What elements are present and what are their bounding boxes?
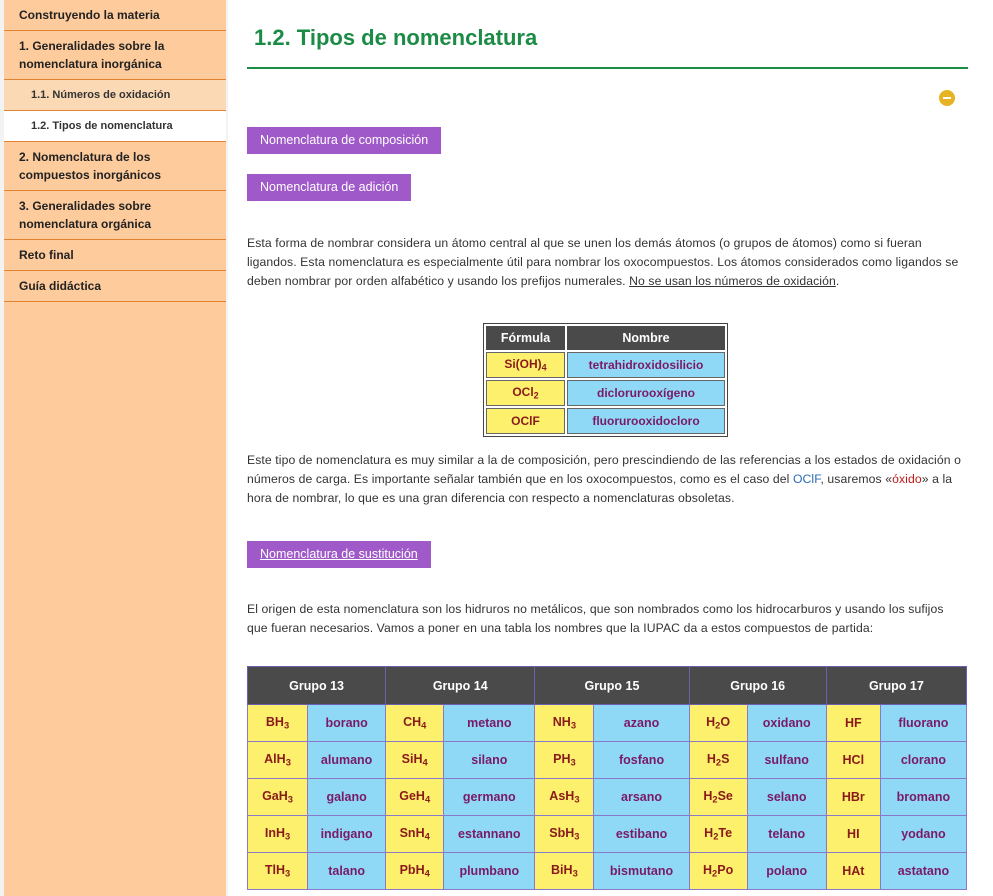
adicion-button[interactable]: Nomenclatura de adición (247, 174, 411, 201)
sustitucion-button[interactable]: Nomenclatura de sustitución (247, 541, 431, 568)
sidebar-item-numeros-oxidacion[interactable]: 1.1. Números de oxidación (4, 80, 226, 111)
name-cell: indigano (308, 816, 386, 853)
table-row (248, 705, 967, 742)
formula-cell: $CH_4$ (386, 705, 444, 742)
adicion-underlined: No se usan los números de oxidación (629, 274, 836, 288)
formula-cell: TlH$_3$ (248, 853, 308, 890)
sidebar-item-guia-didactica[interactable]: Guía didáctica (4, 271, 226, 302)
sustitucion-paragraph: El origen de esta nomenclatura son los hidruros no metálicos, que son nombrados como los hidrocarburos y usando los sufijos que fueran necesarios. Vamos a poner en una tabla los nombres que la IUPAC da a estos compuestos de partida: (247, 602, 944, 635)
sidebar-item-generalidades-organica[interactable]: 3. Generalidades sobre nomenclatura orgánica (4, 191, 226, 240)
name-cell: arsano (594, 779, 689, 816)
adicion-paragraph-2 (247, 451, 965, 508)
name-cell: estannano (444, 816, 535, 853)
formula-cell: $H_2Se$ (689, 779, 747, 816)
name-cell: astatano (880, 853, 966, 890)
formula-cell: PbH$_4$ (386, 853, 444, 890)
name-cell: yodano (880, 816, 966, 853)
table-row (248, 853, 967, 890)
name-cell: borano (308, 705, 386, 742)
formula-cell: $BH_3$ (248, 705, 308, 742)
name-cell: fosfano (594, 742, 689, 779)
group-header: Grupo 16 (689, 667, 826, 705)
formula-cell: $H_2Po$ (689, 853, 747, 890)
name-cell: fluorano (880, 705, 966, 742)
sidebar-item-tipos-nomenclatura[interactable]: 1.2. Tipos de nomenclatura (4, 111, 226, 142)
table-row (486, 408, 725, 434)
sidebar-item-generalidades-inorganica[interactable]: 1. Generalidades sobre la nomenclatura inorgánica (4, 31, 226, 80)
sidebar-item-compuestos-inorganicos[interactable]: 2. Nomenclatura de los compuestos inorgánicos (4, 142, 226, 191)
name-cell: plumbano (444, 853, 535, 890)
formula-cell: $H_2S$ (689, 742, 747, 779)
formula-cell: HF (826, 705, 880, 742)
name-cell: sulfano (747, 742, 826, 779)
sidebar-item-reto-final[interactable]: Reto final (4, 240, 226, 271)
name-cell: azano (594, 705, 689, 742)
name-cell: oxidano (747, 705, 826, 742)
name-cell: alumano (308, 742, 386, 779)
name-cell: galano (308, 779, 386, 816)
table-row (486, 352, 725, 378)
name-cell: diclorurooxígeno (567, 380, 725, 406)
name-cell: talano (308, 853, 386, 890)
formula-cell: HBr (826, 779, 880, 816)
p2-mid: , usaremos « (820, 472, 893, 486)
formula-cell: HAt (826, 853, 880, 890)
formula-cell: $PH_3$ (535, 742, 594, 779)
name-cell: telano (747, 816, 826, 853)
minus-circle-icon[interactable] (939, 90, 955, 106)
main-content (228, 0, 993, 896)
formula-cell: SnH$_4$ (386, 816, 444, 853)
group-header: Grupo 17 (826, 667, 966, 705)
adicion-text: Esta forma de nombrar considera un átomo central al que se unen los demás átomos (o grupos de átomos) como si fueran ligandos. Esta nomenclatura es especialmente útil para nombrar los oxocompuestos. Los átomos considerados como ligandos se deben nombrar por orden alfabético y usando los prefijos numerales. (247, 236, 959, 288)
formula-cell: OCl$_2$ (486, 380, 565, 406)
ligand-table (483, 323, 728, 437)
ocif-link[interactable]: OClF (792, 472, 821, 486)
name-cell: polano (747, 853, 826, 890)
sidebar-item-construyendo[interactable]: Construyendo la materia (4, 0, 226, 31)
formula-cell: AlH$_3$ (248, 742, 308, 779)
group-header: Grupo 13 (248, 667, 386, 705)
table-row (486, 380, 725, 406)
formula-cell: SiH$_4$ (386, 742, 444, 779)
formula-cell: AsH$_3$ (535, 779, 594, 816)
name-cell: metano (444, 705, 535, 742)
name-cell: selano (747, 779, 826, 816)
name-cell: germano (444, 779, 535, 816)
name-cell: silano (444, 742, 535, 779)
formula-cell: HCl (826, 742, 880, 779)
table-row (248, 816, 967, 853)
name-cell: bromano (880, 779, 966, 816)
formula-cell: GeH$_4$ (386, 779, 444, 816)
oxido-highlight: óxido (892, 472, 922, 486)
adicion-paragraph (247, 234, 965, 291)
p2-end: » a la hora de nombrar, lo que es una gran diferencia con respecto a nomenclaturas obsoletas. (247, 472, 953, 505)
formula-cell: SbH$_3$ (535, 816, 594, 853)
formula-cell: $NH_3$ (535, 705, 594, 742)
formula-cell: $H_2Te$ (689, 816, 747, 853)
ligand-header-formula: Fórmula (486, 326, 565, 350)
title-divider (247, 67, 968, 69)
formula-cell: HI (826, 816, 880, 853)
formula-cell: InH$_3$ (248, 816, 308, 853)
group-header: Grupo 15 (535, 667, 689, 705)
formula-cell: BiH$_3$ (535, 853, 594, 890)
sidebar (4, 0, 226, 896)
table-row (248, 742, 967, 779)
formula-cell: GaH$_3$ (248, 779, 308, 816)
name-cell: estibano (594, 816, 689, 853)
adicion-end: . (835, 274, 840, 288)
formula-cell: $H_2O$ (689, 705, 747, 742)
hydride-table (247, 666, 967, 890)
name-cell: clorano (880, 742, 966, 779)
group-header: Grupo 14 (386, 667, 535, 705)
name-cell: bismutano (594, 853, 689, 890)
formula-cell: OClF (486, 408, 565, 434)
page-title: 1.2. Tipos de nomenclatura (254, 25, 538, 50)
table-row (248, 779, 967, 816)
name-cell: tetrahidroxidosilicio (567, 352, 725, 378)
composicion-button[interactable]: Nomenclatura de composición (247, 127, 441, 154)
p2-start: Este tipo de nomenclatura es muy similar a la de composición, pero prescindiendo de las referencias a los estados de oxidación o números de carga. Es importante señalar también que en los oxocompuestos, como es el caso del (247, 453, 961, 486)
formula-cell: $Si(OH)_4$ (486, 352, 565, 378)
name-cell: fluorurooxidocloro (567, 408, 725, 434)
ligand-header-nombre: Nombre (567, 326, 725, 350)
